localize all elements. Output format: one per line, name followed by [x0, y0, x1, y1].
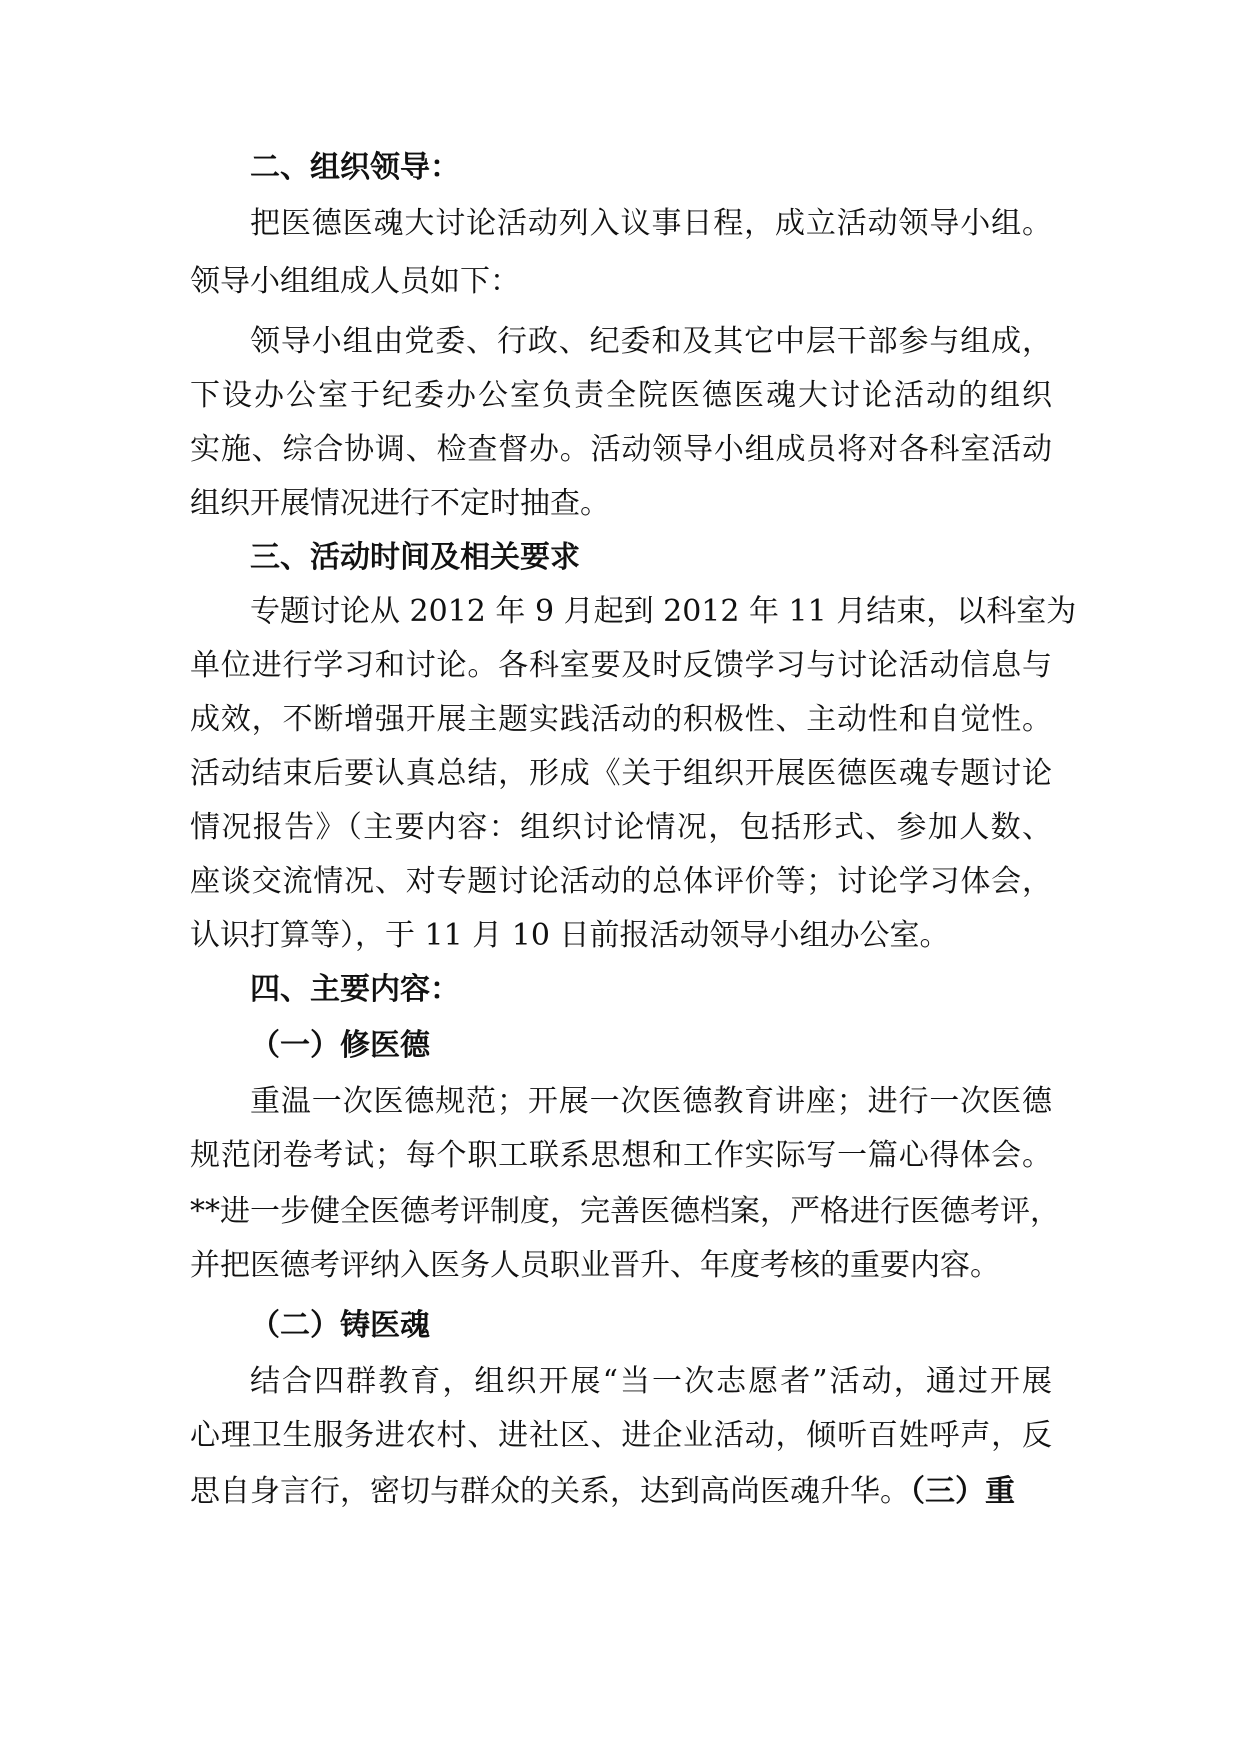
paragraph-line: 单位进行学习和讨论。各科室要及时反馈学习与讨论活动信息与	[190, 648, 1052, 683]
paragraph-line: 重温一次医德规范；开展一次医德教育讲座；进行一次医德	[250, 1084, 1052, 1119]
paragraph-line: 情况报告》（主要内容：组织讨论情况，包括形式、参加人数、	[190, 810, 1052, 845]
paragraph-line: **进一步健全医德考评制度，完善医德档案，严格进行医德考评，	[190, 1194, 1060, 1229]
paragraph-line: 结合四群教育，组织开展“当一次志愿者”活动，通过开展	[250, 1364, 1052, 1399]
section-heading-time-requirements: 三、活动时间及相关要求	[250, 540, 580, 575]
paragraph-line: 把医德医魂大讨论活动列入议事日程，成立活动领导小组。	[250, 206, 1052, 241]
paragraph-line: 实施、综合协调、检查督办。活动领导小组成员将对各科室活动	[190, 432, 1052, 467]
paragraph-line: 心理卫生服务进农村、进社区、进企业活动，倾听百姓呼声，反	[190, 1418, 1052, 1453]
subsection-heading-fragment: （三）重	[910, 1474, 1015, 1509]
paragraph-line: 领导小组组成人员如下：	[190, 264, 520, 299]
paragraph-line: 下设办公室于纪委办公室负责全院医德医魂大讨论活动的组织	[190, 378, 1052, 413]
paragraph-line	[0, 1472, 1241, 1512]
subsection-heading-medical-soul: （二）铸医魂	[250, 1308, 430, 1343]
section-heading-organization: 二、组织领导：	[250, 150, 460, 185]
paragraph-line: 认识打算等），于 11 月 10 日前报活动领导小组办公室。	[190, 918, 950, 953]
paragraph-text: 思自身言行，密切与群众的关系，达到高尚医魂升华。	[190, 1474, 910, 1509]
paragraph-line: 组织开展情况进行不定时抽查。	[190, 486, 610, 521]
paragraph-line: 规范闭卷考试；每个职工联系思想和工作实际写一篇心得体会。	[190, 1138, 1052, 1173]
paragraph-line: 专题讨论从 2012 年 9 月起到 2012 年 11 月结束，以科室为	[250, 594, 1077, 629]
subsection-heading-medical-ethics: （一）修医德	[250, 1028, 430, 1063]
paragraph-line: 并把医德考评纳入医务人员职业晋升、年度考核的重要内容。	[190, 1248, 1000, 1283]
paragraph-line: 活动结束后要认真总结，形成《关于组织开展医德医魂专题讨论	[190, 756, 1052, 791]
section-heading-main-content: 四、主要内容：	[250, 972, 460, 1007]
paragraph-line: 成效，不断增强开展主题实践活动的积极性、主动性和自觉性。	[190, 702, 1052, 737]
paragraph-line: 座谈交流情况、对专题讨论活动的总体评价等；讨论学习体会，	[190, 864, 1052, 899]
paragraph-line: 领导小组由党委、行政、纪委和及其它中层干部参与组成，	[250, 324, 1052, 359]
